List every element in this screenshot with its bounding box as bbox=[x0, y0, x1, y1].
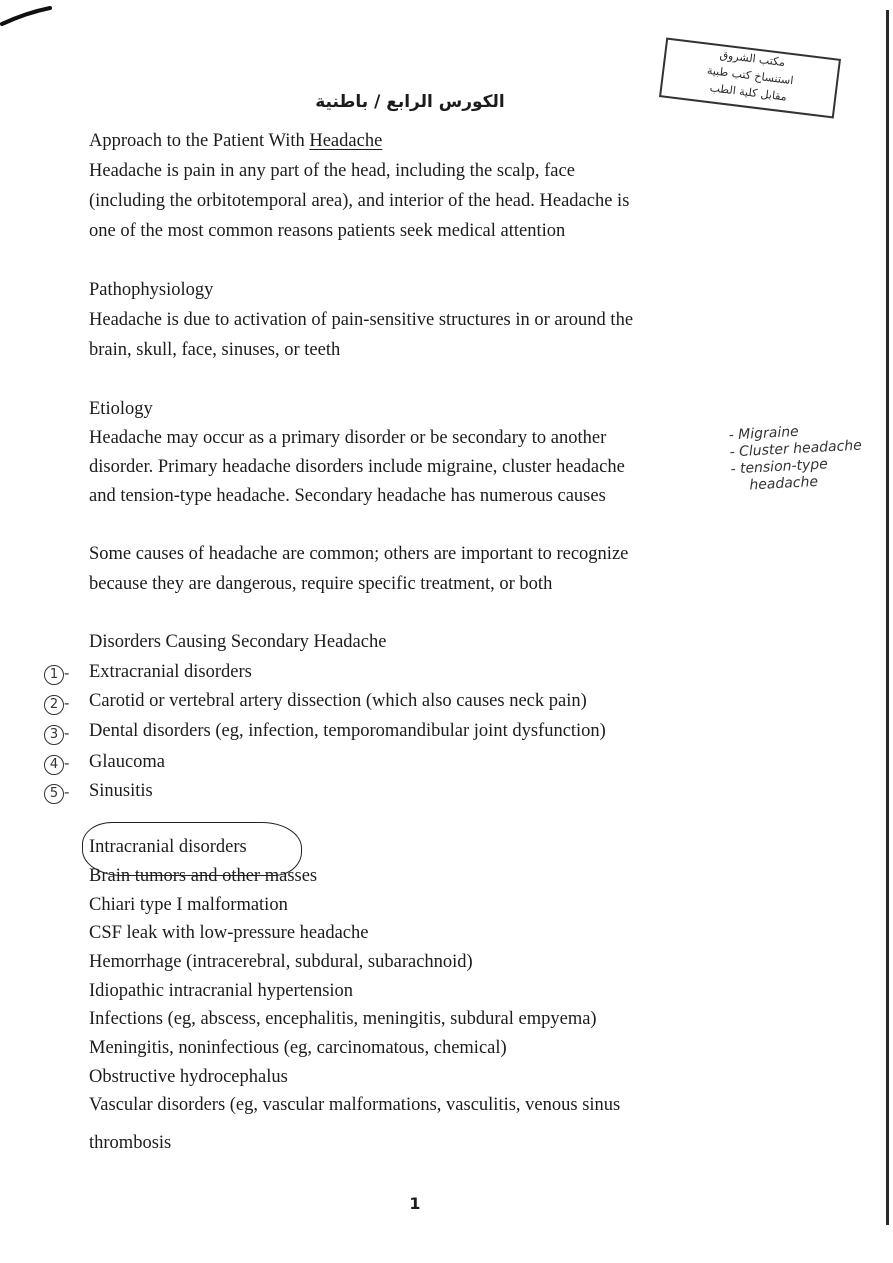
intro-line-2: (including the orbitotemporal area), and interior of the head. Headache is bbox=[89, 191, 630, 211]
scan-edge-line bbox=[886, 10, 889, 1225]
etiology-line-2: disorder. Primary headache disorders include migraine, cluster headache bbox=[89, 457, 625, 477]
bookshop-stamp bbox=[659, 37, 841, 118]
margin-note-line-1: - Migraine bbox=[728, 423, 800, 444]
pen-stroke-mark bbox=[0, 0, 60, 30]
pathophysiology-line-2: brain, skull, face, sinuses, or teeth bbox=[89, 340, 341, 360]
stamp-line-1: مكتب الشروق bbox=[718, 48, 786, 70]
extracranial-item: Glaucoma bbox=[89, 752, 166, 772]
extracranial-item: Sinusitis bbox=[89, 781, 153, 801]
intro-line-3: one of the most common reasons patients seek medical attention bbox=[89, 221, 566, 241]
etiology-line-1: Headache may occur as a primary disorder or be secondary to another bbox=[89, 428, 607, 448]
intracranial-item: Chiari type I malformation bbox=[89, 895, 288, 915]
stamp-line-3: مقابل كلية الطب bbox=[708, 81, 788, 104]
handwritten-number-5: 5 - bbox=[44, 783, 69, 804]
handwritten-number-2: 2 - bbox=[44, 694, 69, 715]
extracranial-heading: Extracranial disorders bbox=[89, 662, 252, 682]
handwritten-number-1: 1 - bbox=[44, 664, 69, 685]
etiology-line-3: and tension-type headache. Secondary headache has numerous causes bbox=[89, 486, 606, 506]
page-number: 1 bbox=[409, 1194, 421, 1213]
pathophysiology-heading: Pathophysiology bbox=[89, 280, 214, 300]
title-keyword: Headache bbox=[309, 131, 383, 151]
intracranial-item: thrombosis bbox=[89, 1133, 172, 1153]
document-title bbox=[89, 130, 382, 152]
margin-note-line-3: - tension-type bbox=[730, 456, 829, 478]
margin-note-line-4: headache bbox=[748, 473, 819, 494]
pathophysiology-line-1: Headache is due to activation of pain-sensitive structures in or around the bbox=[89, 310, 634, 330]
causes-line-1: Some causes of headache are common; others are important to recognize bbox=[89, 544, 629, 564]
stamp-line-2: استنساخ كتب طبية bbox=[706, 63, 795, 88]
intracranial-item: Meningitis, noninfectious (eg, carcinomatous, chemical) bbox=[89, 1038, 507, 1058]
arabic-course-title: الكورس الرابع / باطنية bbox=[315, 92, 505, 112]
intro-line-1: Headache is pain in any part of the head, including the scalp, face bbox=[89, 161, 575, 181]
extracranial-item: Carotid or vertebral artery dissection (which also causes neck pain) bbox=[89, 691, 587, 711]
intracranial-item: Infections (eg, abscess, encephalitis, meningitis, subdural empyema) bbox=[89, 1009, 597, 1029]
handwritten-number-4: 4 - bbox=[44, 754, 69, 775]
intracranial-item: CSF leak with low-pressure headache bbox=[89, 923, 369, 943]
intracranial-item: Brain tumors and other masses bbox=[89, 866, 318, 886]
intracranial-item: Idiopathic intracranial hypertension bbox=[89, 981, 354, 1001]
intracranial-item: Obstructive hydrocephalus bbox=[89, 1067, 288, 1087]
handwritten-margin-note bbox=[728, 421, 864, 496]
extracranial-item: Dental disorders (eg, infection, temporomandibular joint dysfunction) bbox=[89, 721, 606, 741]
intracranial-heading: Intracranial disorders bbox=[89, 837, 247, 857]
margin-note-line-2: - Cluster headache bbox=[729, 437, 863, 461]
handwritten-number-3: 3 - bbox=[44, 724, 69, 745]
causes-line-2: because they are dangerous, require specific treatment, or both bbox=[89, 574, 553, 594]
etiology-heading: Etiology bbox=[89, 399, 153, 419]
intracranial-item: Hemorrhage (intracerebral, subdural, subarachnoid) bbox=[89, 952, 473, 972]
secondary-heading: Disorders Causing Secondary Headache bbox=[89, 632, 387, 652]
title-prefix: Approach to the Patient With bbox=[89, 131, 310, 151]
intracranial-item: Vascular disorders (eg, vascular malformations, vasculitis, venous sinus bbox=[89, 1095, 621, 1115]
